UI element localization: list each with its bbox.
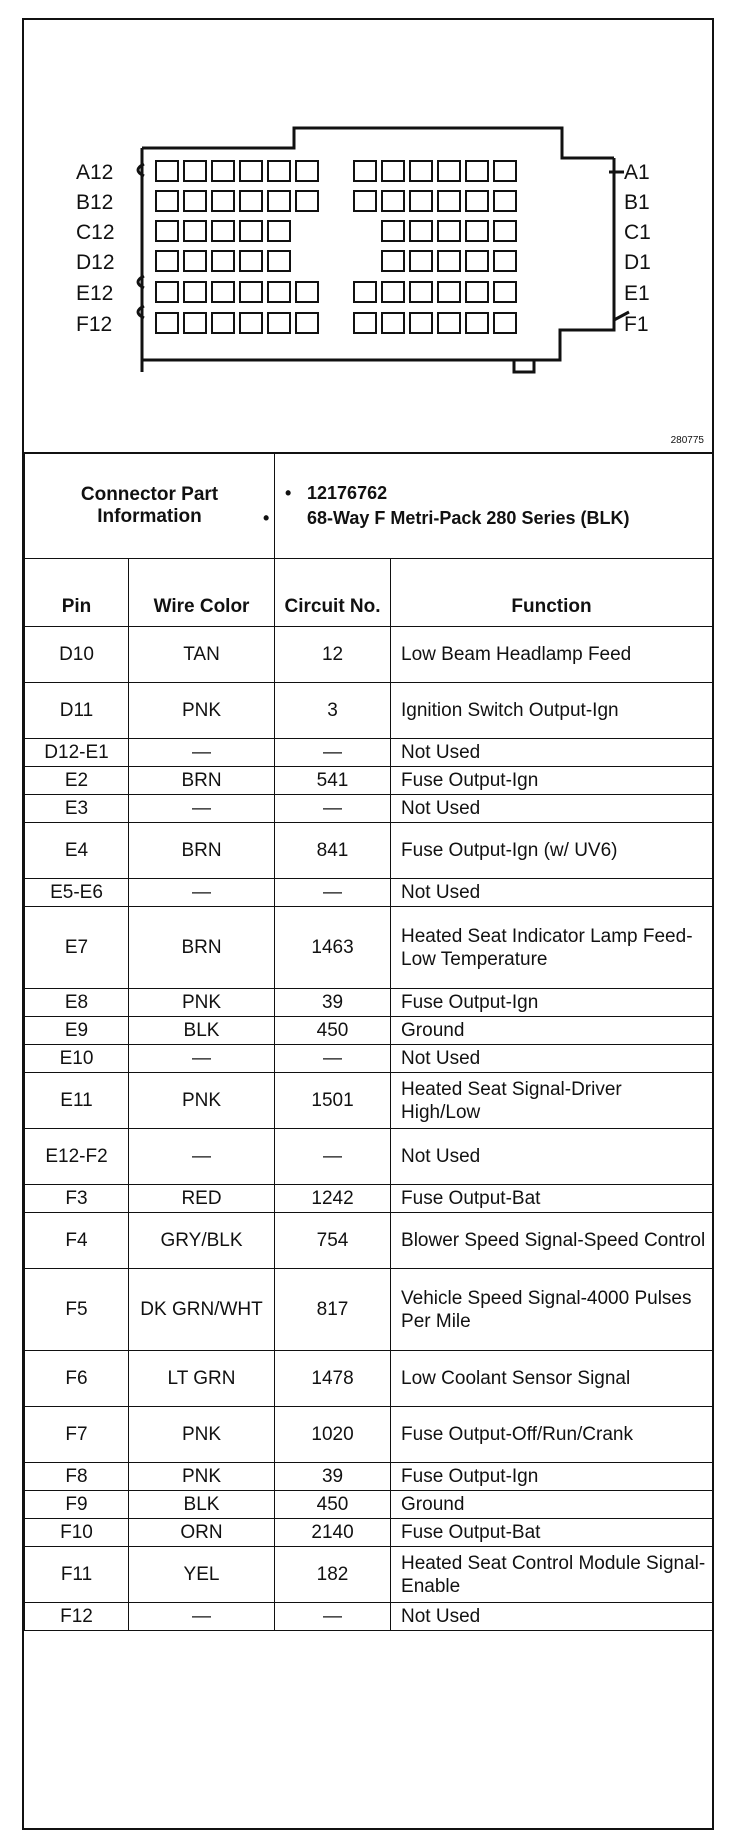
table-row	[25, 1017, 713, 1045]
row-label-right: C1	[624, 221, 651, 244]
circuit-cell: —	[275, 739, 391, 767]
wire-color-cell: BRN	[129, 823, 275, 879]
function-cell: Heated Seat Control Module Signal-Enable	[391, 1547, 713, 1603]
cavity	[296, 161, 318, 181]
cavity	[438, 282, 460, 302]
right-row-labels	[624, 161, 651, 336]
cavity	[212, 313, 234, 333]
cavity	[156, 221, 178, 241]
wire-color-cell: YEL	[129, 1547, 275, 1603]
connector-diagram	[24, 20, 712, 454]
cavity	[438, 191, 460, 211]
cavity	[494, 282, 516, 302]
cavity	[212, 191, 234, 211]
function-cell: Not Used	[391, 1129, 713, 1185]
cavity	[438, 161, 460, 181]
table-row	[25, 1407, 713, 1463]
table-row	[25, 795, 713, 823]
cavity	[410, 282, 432, 302]
pin-cell: F11	[25, 1547, 129, 1603]
circuit-cell: 754	[275, 1213, 391, 1269]
cavity	[494, 161, 516, 181]
cavity	[212, 161, 234, 181]
table-row	[25, 1491, 713, 1519]
cavity	[268, 251, 290, 271]
wire-color-cell: —	[129, 879, 275, 907]
wire-color-cell: PNK	[129, 1073, 275, 1129]
col-header-function: Function	[391, 559, 713, 627]
cavity	[184, 221, 206, 241]
function-cell: Ignition Switch Output-Ign	[391, 683, 713, 739]
table-row	[25, 683, 713, 739]
table-row	[25, 879, 713, 907]
table-row	[25, 1213, 713, 1269]
cavity	[410, 251, 432, 271]
function-cell: Not Used	[391, 795, 713, 823]
cavity	[240, 251, 262, 271]
pin-cell: E9	[25, 1017, 129, 1045]
wire-color-cell: PNK	[129, 1463, 275, 1491]
cavity	[296, 191, 318, 211]
cavity	[212, 251, 234, 271]
table-row	[25, 1073, 713, 1129]
table-row	[25, 1185, 713, 1213]
circuit-cell: 541	[275, 767, 391, 795]
wire-color-cell: —	[129, 1129, 275, 1185]
cavity	[494, 221, 516, 241]
row-label-right: D1	[624, 251, 651, 274]
wire-color-cell: PNK	[129, 1407, 275, 1463]
wire-color-cell: BLK	[129, 1491, 275, 1519]
cavity	[296, 313, 318, 333]
col-header-circuit: Circuit No.	[275, 559, 391, 627]
connector-info-label: Connector Part Information	[25, 453, 275, 559]
cavity	[382, 282, 404, 302]
wire-color-cell: —	[129, 739, 275, 767]
pin-cell: F7	[25, 1407, 129, 1463]
pin-cell: D11	[25, 683, 129, 739]
wire-color-cell: RED	[129, 1185, 275, 1213]
pin-cell: F3	[25, 1185, 129, 1213]
table-row	[25, 1129, 713, 1185]
cavity	[354, 161, 376, 181]
pin-cell: E2	[25, 767, 129, 795]
function-cell: Fuse Output-Bat	[391, 1185, 713, 1213]
pin-cell: E12-F2	[25, 1129, 129, 1185]
connector-face-drawing	[24, 20, 712, 452]
function-cell: Fuse Output-Off/Run/Crank	[391, 1407, 713, 1463]
function-cell: Heated Seat Indicator Lamp Feed-Low Temperature	[391, 907, 713, 989]
row-label-right: F1	[624, 313, 649, 336]
table-row	[25, 1045, 713, 1073]
function-cell: Not Used	[391, 1603, 713, 1631]
connector-info-item: • 12176762	[285, 482, 388, 503]
wire-color-cell: —	[129, 1045, 275, 1073]
pin-cell: F6	[25, 1351, 129, 1407]
circuit-cell: 817	[275, 1269, 391, 1351]
circuit-cell: 1020	[275, 1407, 391, 1463]
cavity	[494, 313, 516, 333]
row-label-left: F12	[76, 313, 113, 336]
table-row	[25, 627, 713, 683]
cavity	[212, 221, 234, 241]
cavity	[240, 313, 262, 333]
pin-cell: D10	[25, 627, 129, 683]
table-row	[25, 767, 713, 795]
wire-color-cell: LT GRN	[129, 1351, 275, 1407]
table-row	[25, 1603, 713, 1631]
wire-color-cell: PNK	[129, 989, 275, 1017]
wire-color-cell: ORN	[129, 1519, 275, 1547]
left-row-labels	[76, 161, 115, 336]
cavity	[410, 221, 432, 241]
circuit-cell: 450	[275, 1017, 391, 1045]
row-label-right: A1	[624, 161, 650, 184]
cavity	[184, 282, 206, 302]
cavity	[466, 282, 488, 302]
wire-color-cell: BRN	[129, 907, 275, 989]
function-cell: Vehicle Speed Signal-4000 Pulses Per Mile	[391, 1269, 713, 1351]
cavity	[268, 191, 290, 211]
pin-cell: E10	[25, 1045, 129, 1073]
circuit-cell: —	[275, 1603, 391, 1631]
wire-color-cell: —	[129, 1603, 275, 1631]
cavity	[156, 191, 178, 211]
pin-cell: D12-E1	[25, 739, 129, 767]
cavity	[382, 251, 404, 271]
pin-cell: F5	[25, 1269, 129, 1351]
table-row	[25, 907, 713, 989]
cavity	[240, 282, 262, 302]
function-cell: Heated Seat Signal-Driver High/Low	[391, 1073, 713, 1129]
wire-color-cell: BLK	[129, 1017, 275, 1045]
pin-cell: E11	[25, 1073, 129, 1129]
circuit-cell: 2140	[275, 1519, 391, 1547]
function-cell: Fuse Output-Bat	[391, 1519, 713, 1547]
pin-cell: F9	[25, 1491, 129, 1519]
cavity	[268, 282, 290, 302]
cavity	[410, 191, 432, 211]
pin-cell: E8	[25, 989, 129, 1017]
cavity	[466, 191, 488, 211]
wire-color-cell: PNK	[129, 683, 275, 739]
circuit-cell: 1242	[275, 1185, 391, 1213]
circuit-cell: 182	[275, 1547, 391, 1603]
table-row	[25, 1351, 713, 1407]
cavity	[466, 313, 488, 333]
pin-cell: F4	[25, 1213, 129, 1269]
circuit-cell: 12	[275, 627, 391, 683]
pin-cell: F12	[25, 1603, 129, 1631]
cavity	[296, 282, 318, 302]
circuit-cell: 39	[275, 1463, 391, 1491]
pin-cell: E7	[25, 907, 129, 989]
circuit-cell: 1478	[275, 1351, 391, 1407]
cavity	[382, 313, 404, 333]
circuit-cell: 3	[275, 683, 391, 739]
circuit-cell: —	[275, 1129, 391, 1185]
table-row	[25, 1463, 713, 1491]
cavity	[466, 251, 488, 271]
circuit-cell: —	[275, 795, 391, 823]
col-header-pin: Pin	[25, 559, 129, 627]
circuit-cell: —	[275, 1045, 391, 1073]
cavity-grid	[156, 161, 516, 333]
cavity	[410, 161, 432, 181]
connector-sheet	[22, 18, 714, 1830]
table-row	[25, 823, 713, 879]
table-row	[25, 1547, 713, 1603]
cavity	[184, 251, 206, 271]
function-cell: Ground	[391, 1017, 713, 1045]
circuit-cell: 39	[275, 989, 391, 1017]
cavity	[268, 221, 290, 241]
function-cell: Ground	[391, 1491, 713, 1519]
cavity	[156, 251, 178, 271]
wire-color-cell: DK GRN/WHT	[129, 1269, 275, 1351]
cavity	[184, 313, 206, 333]
row-label-left: D12	[76, 251, 115, 274]
connector-info-row	[25, 453, 713, 559]
figure-number: 280775	[670, 435, 704, 446]
row-label-left: B12	[76, 191, 114, 214]
cavity	[240, 161, 262, 181]
pin-cell: F10	[25, 1519, 129, 1547]
pin-cell: F8	[25, 1463, 129, 1491]
table-header-row	[25, 559, 713, 627]
cavity	[354, 313, 376, 333]
cavity	[240, 221, 262, 241]
circuit-cell: —	[275, 879, 391, 907]
row-label-right: E1	[624, 282, 650, 305]
row-label-left: E12	[76, 282, 114, 305]
row-label-left: A12	[76, 161, 114, 184]
circuit-cell: 1501	[275, 1073, 391, 1129]
circuit-cell: 1463	[275, 907, 391, 989]
function-cell: Fuse Output-Ign	[391, 989, 713, 1017]
table-row	[25, 1519, 713, 1547]
row-label-right: B1	[624, 191, 650, 214]
wire-color-cell: BRN	[129, 767, 275, 795]
function-cell: Not Used	[391, 1045, 713, 1073]
wire-color-cell: TAN	[129, 627, 275, 683]
cavity	[354, 191, 376, 211]
function-cell: Fuse Output-Ign	[391, 1463, 713, 1491]
cavity	[184, 191, 206, 211]
cavity	[382, 161, 404, 181]
cavity	[156, 313, 178, 333]
cavity	[466, 221, 488, 241]
function-cell: Not Used	[391, 879, 713, 907]
pinout-table	[24, 452, 713, 1631]
col-header-wire-color: Wire Color	[129, 559, 275, 627]
cavity	[438, 221, 460, 241]
circuit-cell: 841	[275, 823, 391, 879]
wire-color-cell: GRY/BLK	[129, 1213, 275, 1269]
table-row	[25, 1269, 713, 1351]
cavity	[184, 161, 206, 181]
function-cell: Fuse Output-Ign (w/ UV6)	[391, 823, 713, 879]
circuit-cell: 450	[275, 1491, 391, 1519]
cavity	[156, 282, 178, 302]
cavity	[382, 191, 404, 211]
connector-info-item: • 68-Way F Metri-Pack 280 Series (BLK)	[263, 507, 630, 528]
cavity	[268, 313, 290, 333]
cavity	[494, 251, 516, 271]
pin-cell: E5-E6	[25, 879, 129, 907]
cavity	[156, 161, 178, 181]
pin-cell: E3	[25, 795, 129, 823]
cavity	[410, 313, 432, 333]
cavity	[212, 282, 234, 302]
cavity	[354, 282, 376, 302]
cavity	[466, 161, 488, 181]
function-cell: Low Beam Headlamp Feed	[391, 627, 713, 683]
function-cell: Not Used	[391, 739, 713, 767]
cavity	[268, 161, 290, 181]
cavity	[240, 191, 262, 211]
row-label-left: C12	[76, 221, 115, 244]
function-cell: Low Coolant Sensor Signal	[391, 1351, 713, 1407]
connector-info-list	[263, 453, 713, 559]
table-row	[25, 989, 713, 1017]
function-cell: Fuse Output-Ign	[391, 767, 713, 795]
function-cell: Blower Speed Signal-Speed Control	[391, 1213, 713, 1269]
cavity	[382, 221, 404, 241]
cavity	[438, 251, 460, 271]
table-row	[25, 739, 713, 767]
wire-color-cell: —	[129, 795, 275, 823]
cavity	[494, 191, 516, 211]
cavity	[438, 313, 460, 333]
pin-cell: E4	[25, 823, 129, 879]
